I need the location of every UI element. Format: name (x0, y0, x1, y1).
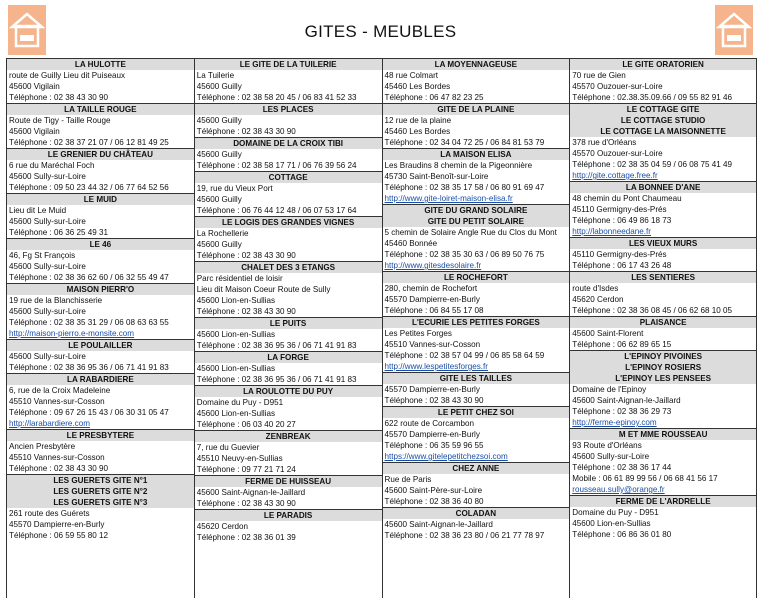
listing-detail: 48 rue Colmart (384, 71, 439, 80)
listing-entry (383, 406, 570, 462)
listing-detail: 45600 Guilly (196, 240, 242, 249)
listing-entry (570, 237, 756, 271)
listing-detail: 45600 Lion-en-Sullias (196, 330, 276, 339)
listing-detail: 45110 Germigny-des-Prés (572, 250, 667, 259)
listing-detail: 19, rue du Vieux Port (196, 184, 273, 193)
listing-detail: 45570 Dampierre-en-Burly (384, 385, 480, 394)
listing-detail: Parc résidentiel de loisir (196, 274, 283, 283)
listing-detail: Lieu dit Maison Coeur Route de Sully (196, 285, 331, 294)
listing-detail: 45600 Vigilain (9, 82, 60, 91)
listing-detail: Téléphone : 06 76 44 12 48 / 06 07 53 17 64 (196, 206, 357, 215)
listing-name: LES GUERETS GITE N°3 (7, 497, 194, 508)
listing-name: LE PRESBYTERE (7, 430, 194, 441)
listing-entry (7, 283, 194, 339)
listing-entry (570, 428, 756, 495)
listing-detail: Téléphone : 02 38 36 40 80 (384, 497, 484, 506)
listing-detail: 45600 Guilly (196, 150, 242, 159)
listing-link[interactable]: https://www.gitelepetitchezsoi.com (384, 452, 508, 461)
listing-detail: Téléphone : 02 38 43 30 90 (9, 93, 109, 102)
listing-detail: Domaine de l'Epinoy (572, 385, 647, 394)
listing-link[interactable]: http://www.lespetitesforges.fr (384, 362, 488, 371)
listing-name: LE COTTAGE STUDIO (570, 115, 756, 126)
listing-name: COTTAGE (195, 172, 382, 183)
listing-name: LA RABARDIERE (7, 374, 194, 385)
listing-name: LES GUERETS GITE N°2 (7, 486, 194, 497)
listing-detail: Téléphone : 02 38 36 01 39 (196, 533, 296, 542)
listing-entry (195, 58, 382, 103)
listing-detail: 93 Route d'Orléans (572, 441, 642, 450)
listing-detail: La Rochellerie (196, 229, 249, 238)
listing-entry (195, 475, 382, 509)
listing-entry (7, 148, 194, 193)
listing-detail: 45460 Les Bordes (384, 82, 451, 91)
listing-detail: Téléphone : 02 34 04 72 25 / 06 84 81 53 79 (384, 138, 545, 147)
listing-detail: Téléphone : 02 38 35 30 63 / 06 89 50 76 75 (384, 250, 545, 259)
listing-link[interactable]: http://www.gitesdesolaire.fr (384, 261, 482, 270)
listing-detail: Téléphone : 02 38 35 31 29 / 06 08 63 63 55 (9, 318, 169, 327)
listing-detail: 45600 Lion-en-Sullias (196, 296, 276, 305)
listing-entry (383, 271, 570, 316)
listing-entry (7, 429, 194, 474)
listing-entry (7, 58, 194, 103)
listing-entry (570, 58, 756, 103)
listing-entry (195, 317, 382, 351)
listing-name: L'EPINOY LES PENSEES (570, 373, 756, 384)
listing-entry (195, 103, 382, 137)
listing-detail: Ancien Presbytère (9, 442, 76, 451)
listing-detail: 7, rue du Guevier (196, 443, 260, 452)
listing-detail: Téléphone : 02 38 43 30 90 (196, 307, 296, 316)
listing-detail: 6 rue du Maréchal Foch (9, 161, 95, 170)
listing-detail: Téléphone : 06 17 43 26 48 (572, 261, 672, 270)
directory-column (382, 58, 570, 598)
listing-detail: Téléphone : 06 59 55 80 12 (9, 531, 109, 540)
listing-detail: 45600 Sully-sur-Loire (9, 217, 86, 226)
listing-entry (7, 474, 194, 541)
listing-detail: 45600 Lion-en-Sullias (196, 364, 276, 373)
listing-entry (195, 430, 382, 475)
column-filler (195, 543, 382, 598)
listing-detail: 45460 Les Bordes (384, 127, 451, 136)
listing-detail: 46, Fg St François (9, 251, 76, 260)
listing-detail: Téléphone : 09 67 26 15 43 / 06 30 31 05 47 (9, 408, 169, 417)
listing-detail: Téléphone : 09 77 21 71 24 (196, 465, 296, 474)
listing-detail: Téléphone : 02 38 36 95 36 / 06 71 41 91 83 (9, 363, 169, 372)
listing-detail: Téléphone : 02 38 36 62 60 / 06 32 55 49 47 (9, 273, 169, 282)
listing-detail: Les Braudins 8 chemin de la Pigeonnière (384, 161, 533, 170)
listing-entry (383, 148, 570, 204)
listing-detail: 45570 Dampierre-en-Burly (384, 295, 480, 304)
listing-detail: 45600 Saint-Aignan-le-Jaillard (196, 488, 306, 497)
listing-detail: Téléphone : 06 49 86 18 73 (572, 216, 672, 225)
listing-detail: 45600 Saint-Père-sur-Loire (384, 486, 483, 495)
listing-detail: Téléphone : 02 38 43 30 90 (196, 127, 296, 136)
listing-name: LES PLACES (195, 104, 382, 115)
listing-detail: Lieu dit Le Muid (9, 206, 67, 215)
listing-detail: Téléphone : 09 50 23 44 32 / 06 77 64 52 56 (9, 183, 169, 192)
listing-detail: Téléphone : 02 38 36 95 36 / 06 71 41 91 83 (196, 341, 357, 350)
listing-detail: 19 rue de la Blanchisserie (9, 296, 103, 305)
listing-entry (383, 507, 570, 541)
listing-detail: Mobile : 06 61 89 99 56 / 06 68 41 56 17 (572, 474, 718, 483)
listing-detail: 45510 Vannes-sur-Cosson (9, 453, 105, 462)
listing-detail: 45460 Bonnée (384, 239, 438, 248)
listing-entry (383, 204, 570, 271)
listing-name: LE PUITS (195, 318, 382, 329)
listing-name: LA FORGE (195, 352, 382, 363)
listing-detail: Téléphone : 02 38 43 30 90 (196, 499, 296, 508)
listing-name: GITE DU GRAND SOLAIRE (383, 205, 570, 216)
listing-detail: Téléphone : 02 38 36 23 80 / 06 21 77 78 97 (384, 531, 545, 540)
listing-name: GITE DU PETIT SOLAIRE (383, 216, 570, 227)
listing-name: LA ROULOTTE DU PUY (195, 386, 382, 397)
listing-detail: 48 chemin du Pont Chaumeau (572, 194, 682, 203)
listing-detail: Téléphone : 02 38 43 30 90 (196, 251, 296, 260)
listing-entry (383, 103, 570, 148)
column-filler (7, 541, 194, 598)
listing-detail: Téléphone : 02 38 35 04 59 / 06 08 75 41 49 (572, 160, 733, 169)
listing-detail: 12 rue de la plaine (384, 116, 452, 125)
listing-entry (570, 495, 756, 540)
listing-detail: 45600 Sully-sur-Loire (9, 172, 86, 181)
listing-name: LA BONNEE D'ANE (570, 182, 756, 193)
page-title: GITES - MEUBLES (304, 22, 457, 41)
listing-detail: Téléphone : 02 38 36 17 44 (572, 463, 672, 472)
listing-entry (195, 351, 382, 385)
listing-detail: 45510 Neuvy-en-Sullias (196, 454, 283, 463)
listing-detail: 45600 Vigilain (9, 127, 60, 136)
listing-detail: 45510 Vannes-sur-Cosson (384, 340, 481, 349)
listing-name: L'EPINOY PIVOINES (570, 351, 756, 362)
listing-detail: Téléphone : 06 03 40 20 27 (196, 420, 296, 429)
listing-entry (383, 58, 570, 103)
listing-entry (383, 372, 570, 406)
listing-name: LE COTTAGE GITE (570, 104, 756, 115)
listing-entry (195, 171, 382, 216)
listing-detail: Route de Tigy - Taille Rouge (9, 116, 111, 125)
listing-name: LE ROCHEFORT (383, 272, 570, 283)
listing-name: LE POULAILLER (7, 340, 194, 351)
listing-detail: 45600 Guilly (196, 195, 242, 204)
listing-detail: 6, rue de la Croix Madeleine (9, 386, 111, 395)
listing-detail: Téléphone : 02 38 36 29 73 (572, 407, 672, 416)
listing-link[interactable]: http://gite.cottage.free.fr (572, 171, 658, 180)
listing-link[interactable]: http://labonneedane.fr (572, 227, 652, 236)
listing-entry (383, 316, 570, 372)
directory-column (569, 58, 757, 598)
listing-detail: 45110 Germigny-des-Prés (572, 205, 667, 214)
listing-detail: 45600 Saint-Aignan-le-Jaillard (384, 520, 493, 529)
listing-entry (195, 261, 382, 317)
listing-name: LES VIEUX MURS (570, 238, 756, 249)
listing-detail: 45620 Cerdon (196, 522, 249, 531)
listing-name: MAISON PIERR'O (7, 284, 194, 295)
listing-name: GITE DE LA PLAINE (383, 104, 570, 115)
listing-name: CHEZ ANNE (383, 463, 570, 474)
listing-detail: 45600 Guilly (196, 82, 242, 91)
listing-detail: Téléphone : 02 38 43 30 90 (384, 396, 484, 405)
listing-entry (383, 462, 570, 507)
listing-detail: Téléphone : 02 38 58 17 71 / 06 76 39 56 24 (196, 161, 357, 170)
listing-name: LES GUERETS GITE N°1 (7, 475, 194, 486)
listing-link[interactable]: http://www.gite-loiret-maison-elisa.fr (384, 194, 513, 203)
listing-detail: Les Petites Forges (384, 329, 452, 338)
listing-detail: 45600 Saint-Aignan-le-Jaillard (572, 396, 681, 405)
listing-name: DOMAINE DE LA CROIX TIBI (195, 138, 382, 149)
listing-detail: Téléphone : 06 35 59 96 55 (384, 441, 484, 450)
listing-detail: 280, chemin de Rochefort (384, 284, 478, 293)
listing-detail: Téléphone : 06 62 89 65 15 (572, 340, 672, 349)
listing-detail: Domaine du Puy - D951 (572, 508, 659, 517)
listing-name: ZENBREAK (195, 431, 382, 442)
listing-name: LA HULOTTE (7, 59, 194, 70)
listing-entry (7, 373, 194, 429)
listing-name: LA MOYENNAGEUSE (383, 59, 570, 70)
listing-detail: 45510 Vannes-sur-Cosson (9, 397, 105, 406)
listing-detail: Téléphone : 02 38 37 21 07 / 06 12 81 49 25 (9, 138, 169, 147)
listing-entry (7, 339, 194, 373)
listing-name: LA TAILLE ROUGE (7, 104, 194, 115)
listing-detail: Téléphone : 06 47 82 23 25 (384, 93, 484, 102)
listing-detail: Rue de Paris (384, 475, 432, 484)
listing-detail: 70 rue de Gien (572, 71, 626, 80)
listing-entry (570, 316, 756, 350)
listing-entry (195, 216, 382, 261)
listing-detail: Téléphone : 02 38 36 08 45 / 06 62 68 10 05 (572, 306, 733, 315)
listing-name: LE MUID (7, 194, 194, 205)
listing-detail: Téléphone : 06 86 36 01 80 (572, 530, 672, 539)
listing-entry (195, 509, 382, 543)
listing-name: L'EPINOY ROSIERS (570, 362, 756, 373)
listing-name: LE GITE DE LA TUILERIE (195, 59, 382, 70)
listing-entry (570, 103, 756, 181)
listing-detail: 261 route des Guérets (9, 509, 90, 518)
listing-detail: Domaine du Puy - D951 (196, 398, 284, 407)
listing-detail: 45570 Ouzouer-sur-Loire (572, 149, 663, 158)
listing-link[interactable]: http://larabardiere.com (9, 419, 90, 428)
listing-detail: route de Guilly Lieu dit Puiseaux (9, 71, 126, 80)
listing-link[interactable]: http://ferme-epinoy.com (572, 418, 657, 427)
listing-detail: route d'Isdes (572, 284, 619, 293)
directory-column (194, 58, 382, 598)
column-filler (570, 540, 756, 598)
listing-detail: 378 rue d'Orléans (572, 138, 637, 147)
listing-detail: 45600 Sully-sur-Loire (9, 352, 86, 361)
listing-detail: 45600 Lion-en-Sullias (196, 409, 276, 418)
listing-name: FERME DE L'ARDRELLE (570, 496, 756, 507)
listing-detail: 622 route de Corcambon (384, 419, 475, 428)
listing-detail: Téléphone : 02 38 43 30 90 (9, 464, 109, 473)
listing-detail: 45600 Guilly (196, 116, 242, 125)
listing-name: LE COTTAGE LA MAISONNETTE (570, 126, 756, 137)
listing-name: LE PETIT CHEZ SOI (383, 407, 570, 418)
listing-entry (570, 181, 756, 237)
gites-directory-grid (6, 58, 757, 598)
listing-entry (7, 238, 194, 283)
listing-name: COLADAN (383, 508, 570, 519)
listing-name: GITE LES TAILLES (383, 373, 570, 384)
listing-entry (195, 137, 382, 171)
listing-detail: Téléphone : 02.38.35.09.66 / 09 55 82 91 46 (572, 93, 733, 102)
listing-entry (570, 271, 756, 316)
listing-name: LE PARADIS (195, 510, 382, 521)
listing-name: PLAISANCE (570, 317, 756, 328)
listing-name: L'ECURIE LES PETITES FORGES (383, 317, 570, 328)
listing-name: LE GRENIER DU CHÂTEAU (7, 149, 194, 160)
listing-detail: 45570 Ouzouer-sur-Loire (572, 82, 663, 91)
listing-name: M ET MME ROUSSEAU (570, 429, 756, 440)
listing-detail: 45620 Cerdon (572, 295, 624, 304)
listing-link[interactable]: http://maison-pierro.e-monsite.com (9, 329, 135, 338)
listing-detail: 5 chemin de Solaire Angle Rue du Clos du Mont (384, 228, 557, 237)
listing-detail: 45730 Saint-Benoît-sur-Loire (384, 172, 489, 181)
listing-entry (570, 350, 756, 428)
listing-entry (7, 193, 194, 238)
column-filler (383, 541, 570, 598)
listing-detail: 45600 Saint-Florent (572, 329, 644, 338)
listing-detail: 45600 Sully-sur-Loire (9, 307, 86, 316)
directory-column (6, 58, 194, 598)
listing-detail: 45600 Sully-sur-Loire (572, 452, 650, 461)
listing-name: CHALET DES 3 ETANGS (195, 262, 382, 273)
listing-link[interactable]: rousseau.sully@orange.fr (572, 485, 665, 494)
listing-detail: Téléphone : 02 38 58 20 45 / 06 83 41 52 33 (196, 93, 357, 102)
listing-name: LES SENTIERES (570, 272, 756, 283)
listing-detail: 45600 Sully-sur-Loire (9, 262, 86, 271)
listing-detail: Téléphone : 02 38 36 95 36 / 06 71 41 91 83 (196, 375, 357, 384)
listing-detail: Téléphone : 02 38 57 04 99 / 06 85 58 64 59 (384, 351, 545, 360)
listing-entry (195, 385, 382, 430)
listing-name: LE GITE ORATORIEN (570, 59, 756, 70)
listing-detail: La Tuilerie (196, 71, 235, 80)
listing-entry (7, 103, 194, 148)
listing-detail: 45600 Lion-en-Sullias (572, 519, 651, 528)
listing-name: FERME DE HUISSEAU (195, 476, 382, 487)
listing-detail: 45570 Dampierre-en-Burly (9, 520, 105, 529)
listing-detail: 45570 Dampierre-en-Burly (384, 430, 480, 439)
listing-name: LA MAISON ELISA (383, 149, 570, 160)
listing-detail: Téléphone : 06 36 25 49 31 (9, 228, 109, 237)
listing-name: LE LOGIS DES GRANDES VIGNES (195, 217, 382, 228)
listing-detail: Téléphone : 06 84 55 17 08 (384, 306, 484, 315)
listing-detail: Téléphone : 02 38 35 17 58 / 06 80 91 69 47 (384, 183, 545, 192)
listing-name: LE 46 (7, 239, 194, 250)
